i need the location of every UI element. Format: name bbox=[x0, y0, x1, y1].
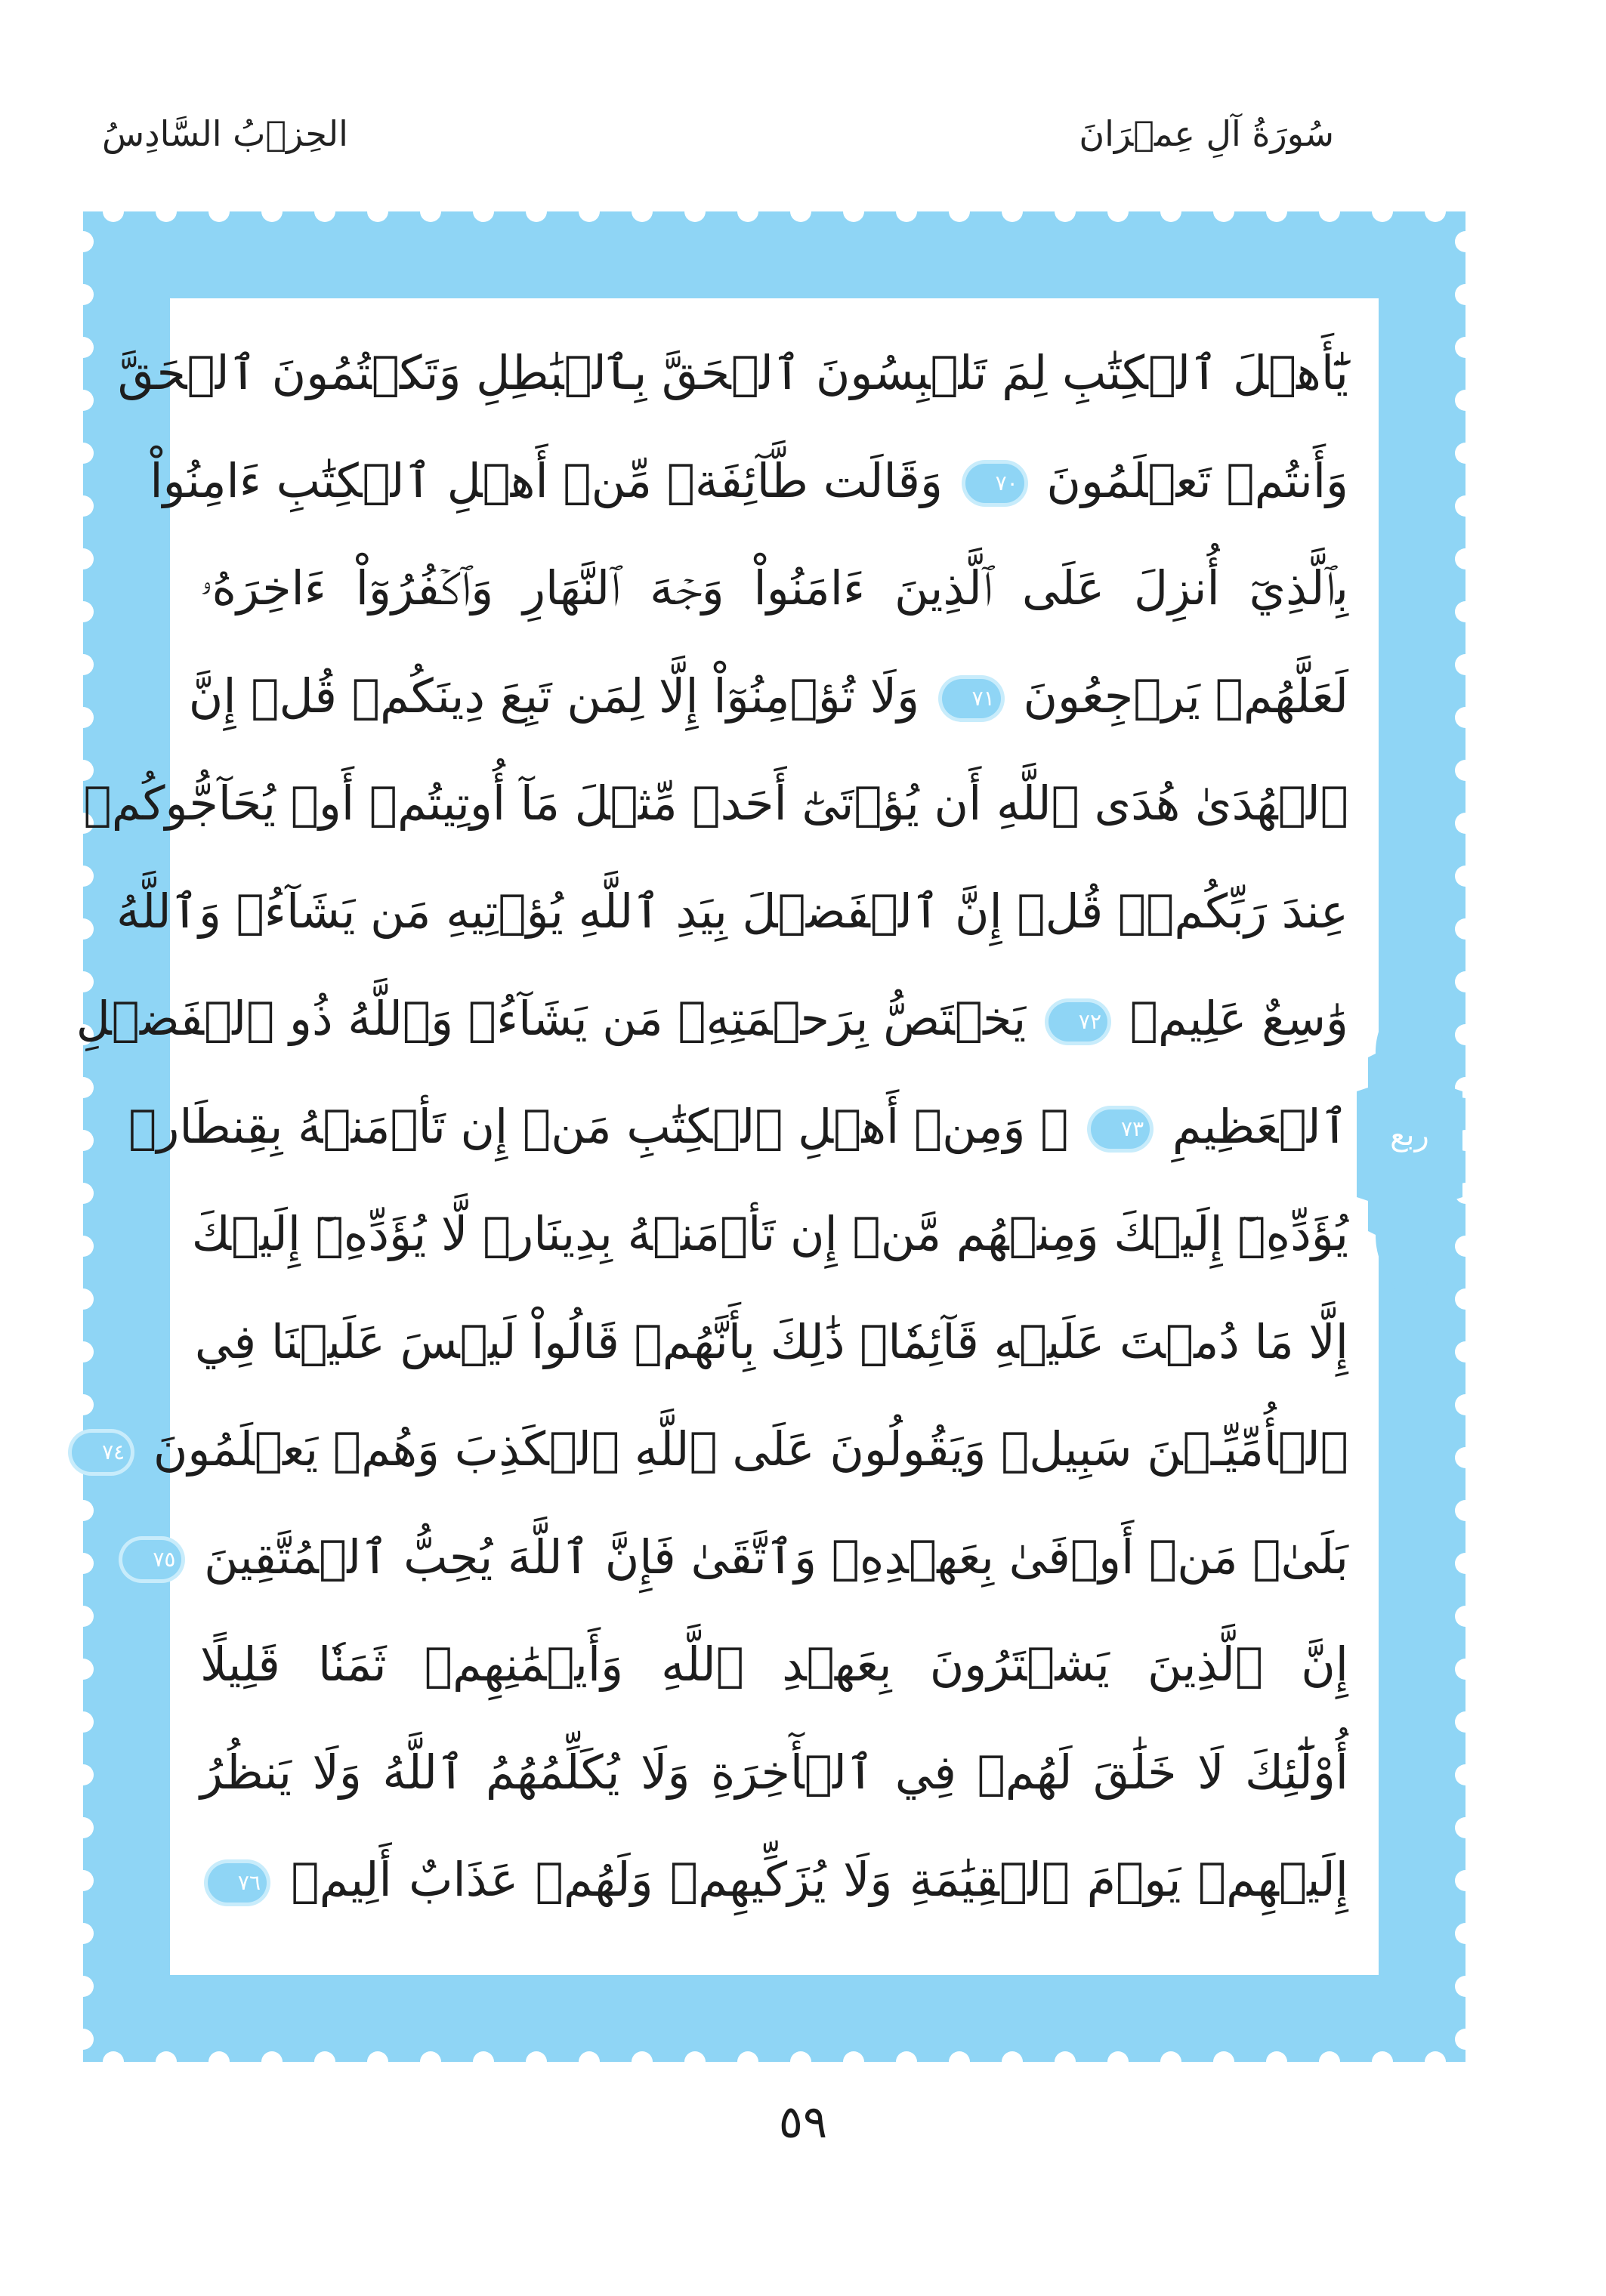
ayah-text: ۞ وَمِنۡ أَهۡلِ ٱلۡكِتَٰبِ مَنۡ إِن تَأۡمَنۡهُ بِقِنطَارٖ bbox=[128, 1098, 1084, 1154]
text-line bbox=[128, 1073, 1348, 1181]
text-line bbox=[200, 535, 1348, 643]
ayah-text: لَعَلَّهُمۡ يَرۡجِعُونَ bbox=[1008, 668, 1348, 724]
ayah-text: ٱلۡهُدَىٰ هُدَى ٱللَّهِ أَن يُؤۡتَىٰٓ أَحَدٞ مِّثۡلَ مَآ أُوتِيتُمۡ أَوۡ يُحَآجُّوكُمۡ bbox=[83, 776, 1348, 831]
ayah-number-marker: ٧١ bbox=[942, 679, 1001, 718]
ayah-text: عِندَ رَبِّكُمۡۗ قُلۡ إِنَّ ٱلۡفَضۡلَ بِيَدِ ٱللَّهِ يُؤۡتِيهِ مَن يَشَآءُۗ وَٱللَّهُ bbox=[116, 883, 1348, 939]
ayah-text: أُوْلَٰٓئِكَ لَا خَلَٰقَ لَهُمۡ فِي ٱلۡأٓخِرَةِ وَلَا يُكَلِّمُهُمُ ٱللَّهُ وَلَا يَنظُرُ bbox=[200, 1744, 1348, 1800]
ayah-number-marker: ٧٠ bbox=[965, 464, 1024, 503]
ayah-text: بَلَىٰۚ مَنۡ أَوۡفَىٰ بِعَهۡدِهِۦ وَٱتَّقَىٰ فَإِنَّ ٱللَّهَ يُحِبُّ ٱلۡمُتَّقِينَ bbox=[189, 1529, 1348, 1585]
ayah-number-marker: ٧٦ bbox=[208, 1863, 267, 1903]
page-number: ٥٩ bbox=[778, 2096, 828, 2149]
ayah-number-marker: ٧٤ bbox=[72, 1433, 131, 1472]
surah-title: سُورَةُ آلِ عِمۡرَانَ bbox=[1079, 113, 1334, 154]
ayah-number-marker: ٧٣ bbox=[1091, 1109, 1150, 1149]
ayah-text: إِلَيۡهِمۡ يَوۡمَ ٱلۡقِيَٰمَةِ وَلَا يُزَكِّيهِمۡ وَلَهُمۡ عَذَابٌ أَلِيمٞ bbox=[274, 1852, 1348, 1907]
ayah-text: ٱلۡعَظِيمِ bbox=[1157, 1098, 1348, 1154]
ayah-text: إِنَّ ٱلَّذِينَ يَشۡتَرُونَ بِعَهۡدِ ٱللَّهِ وَأَيۡمَٰنِهِمۡ ثَمَنٗا قَلِيلًا bbox=[200, 1637, 1348, 1692]
ayah-text: يُؤَدِّهِۦٓ إِلَيۡكَ وَمِنۡهُم مَّنۡ إِن تَأۡمَنۡهُ بِدِينَارٖ لَّا يُؤَدِّهِۦٓ إِلَيۡكَ bbox=[191, 1206, 1348, 1261]
ayah-text: ٱلۡأُمِّيِّـۧنَ سَبِيلٞ وَيَقُولُونَ عَلَى ٱللَّهِ ٱلۡكَذِبَ وَهُمۡ يَعۡلَمُونَ bbox=[138, 1421, 1348, 1477]
ayah-text: وَأَنتُمۡ تَعۡلَمُونَ bbox=[1031, 452, 1348, 508]
text-area bbox=[76, 298, 1379, 1975]
rub-label: ربع bbox=[1390, 1118, 1429, 1153]
text-line bbox=[102, 1396, 1348, 1504]
text-line bbox=[191, 1180, 1348, 1288]
text-line bbox=[200, 1826, 1348, 1934]
ayah-text: يَخۡتَصُّ بِرَحۡمَتِهِۦ مَن يَشَآءُۗ وَٱللَّهُ ذُو ٱلۡفَضۡلِ bbox=[76, 991, 1041, 1046]
hizb-title: الحِزۡبُ السَّادِسُ bbox=[102, 113, 348, 154]
text-line bbox=[116, 858, 1348, 966]
text-line bbox=[76, 965, 1348, 1073]
text-line bbox=[153, 1504, 1348, 1612]
ayah-number-marker: ٧٢ bbox=[1049, 1002, 1107, 1042]
ayah-number-marker: ٧٥ bbox=[122, 1540, 181, 1579]
text-line bbox=[194, 1288, 1348, 1396]
ayah-text: يَٰٓأَهۡلَ ٱلۡكِتَٰبِ لِمَ تَلۡبِسُونَ ٱلۡحَقَّ بِٱلۡبَٰطِلِ وَتَكۡتُمُونَ ٱلۡحَقَّ bbox=[117, 345, 1348, 400]
text-line bbox=[150, 427, 1348, 535]
ayah-text: وَٰسِعٌ عَلِيمٞ bbox=[1114, 991, 1348, 1046]
rub-marker bbox=[1353, 925, 1466, 1363]
text-line bbox=[83, 750, 1348, 858]
ayah-text: وَلَا تُؤۡمِنُوٓاْ إِلَّا لِمَن تَبِعَ دِينَكُمۡ قُلۡ إِنَّ bbox=[188, 668, 934, 724]
ayah-text: إِلَّا مَا دُمۡتَ عَلَيۡهِ قَآئِمٗاۗ ذَٰلِكَ بِأَنَّهُمۡ قَالُواْ لَيۡسَ عَلَيۡنَا فِي bbox=[194, 1313, 1348, 1369]
text-line bbox=[188, 643, 1348, 751]
text-line bbox=[200, 1719, 1348, 1827]
text-line bbox=[200, 1611, 1348, 1719]
ayah-text: وَقَالَت طَّآئِفَةٞ مِّنۡ أَهۡلِ ٱلۡكِتَٰبِ ءَامِنُواْ bbox=[150, 452, 958, 508]
page-frame bbox=[76, 211, 1465, 2062]
text-line bbox=[117, 319, 1348, 427]
quran-text bbox=[76, 319, 1348, 1934]
ayah-text: بِٱلَّذِيٓ أُنزِلَ عَلَى ٱلَّذِينَ ءَامَنُواْ وَجۡهَ ٱلنَّهَارِ وَٱكۡفُرُوٓاْ ءَاخِرَهُۥ bbox=[200, 560, 1348, 616]
